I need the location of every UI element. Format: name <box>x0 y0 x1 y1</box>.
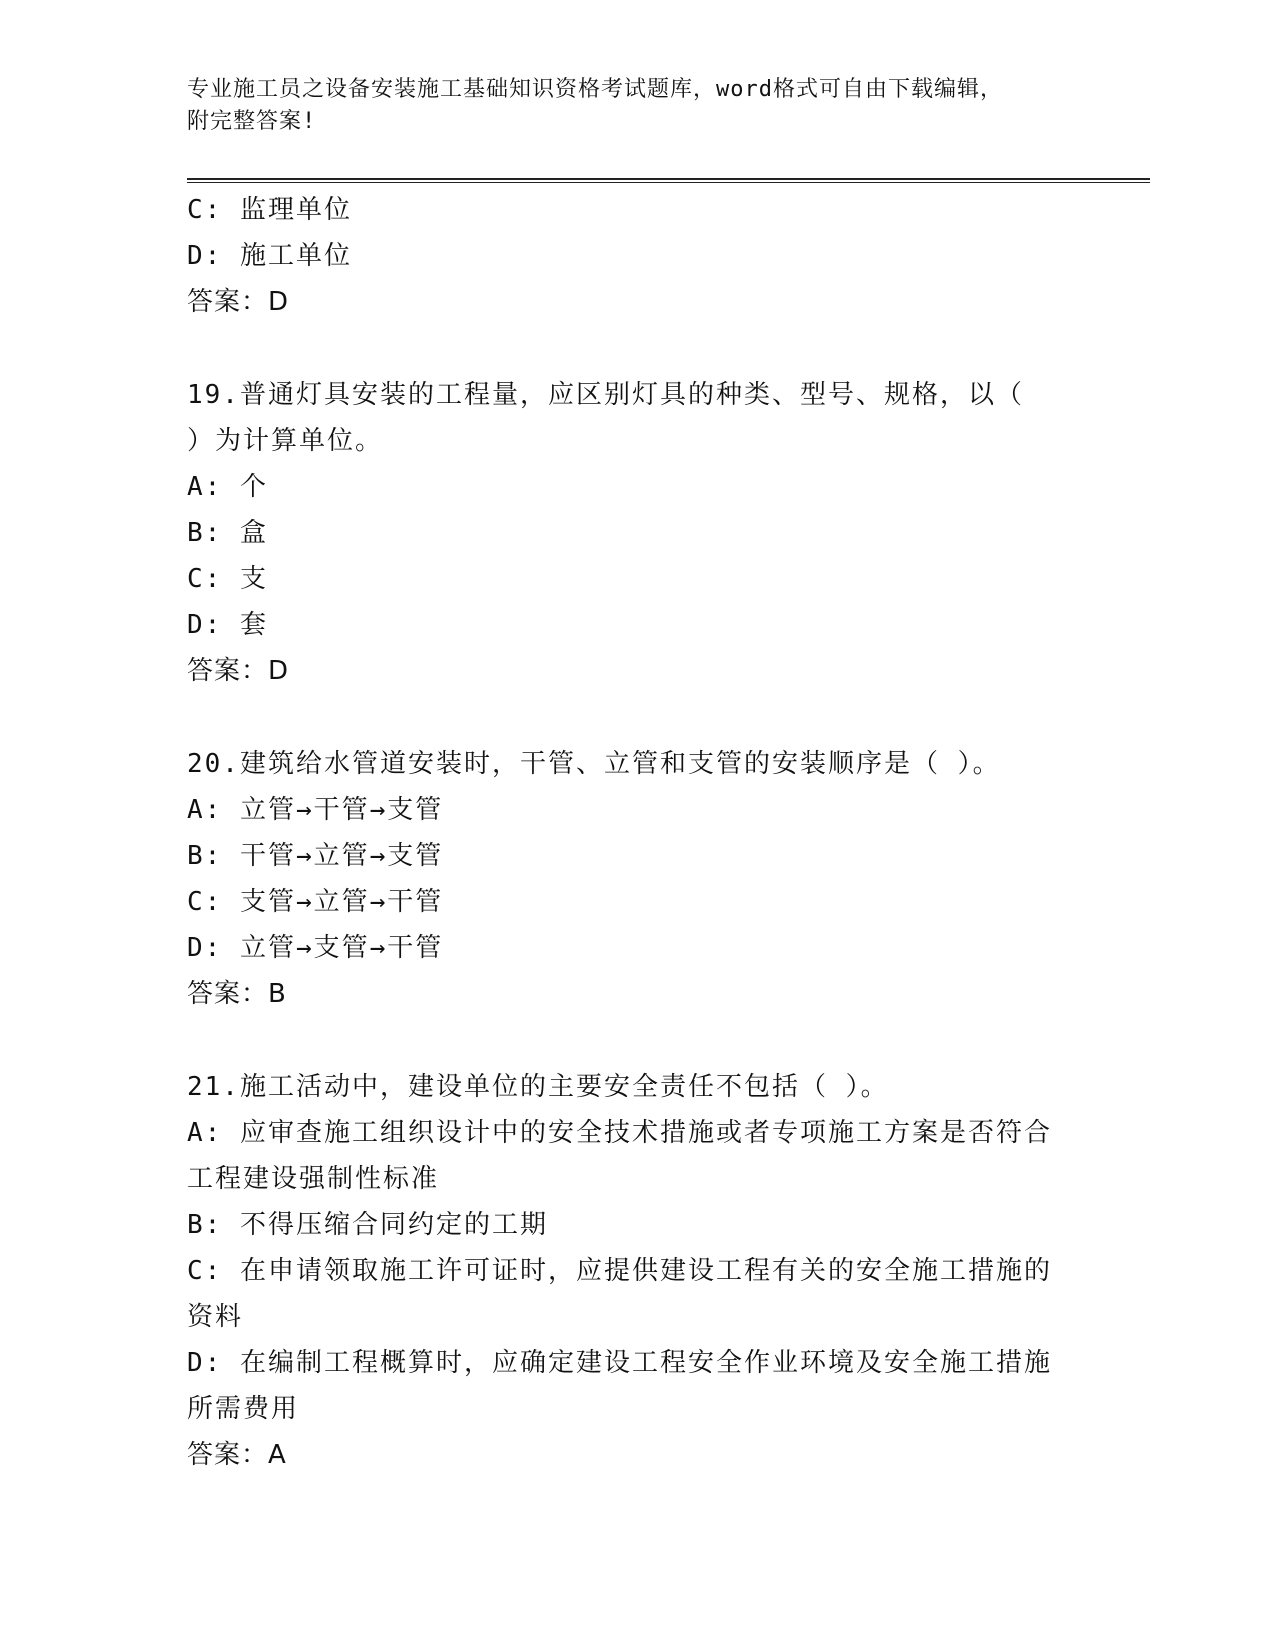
header-divider <box>187 178 1150 183</box>
header-title-line-2: 附完整答案! <box>187 109 317 134</box>
spacer <box>187 694 1087 741</box>
question-stem-line-2: ）为计算单位。 <box>187 426 384 456</box>
spacer <box>187 325 1087 372</box>
option-d: D: 立管→支管→干管 <box>187 933 444 963</box>
question-stem-line-1: 19.普通灯具安装的工程量，应区别灯具的种类、型号、规格，以（ <box>187 380 1024 410</box>
question-20 <box>187 741 1087 1017</box>
option-a: A: 立管→干管→支管 <box>187 795 444 825</box>
spacer <box>187 1017 1087 1064</box>
header-title-line-1: 专业施工员之设备安装施工基础知识资格考试题库，word格式可自由下载编辑， <box>187 77 1003 102</box>
question-stem: 21.施工活动中，建设单位的主要安全责任不包括（ ）。 <box>187 1072 889 1102</box>
document-header <box>187 74 1067 138</box>
answer: 答案：D <box>187 287 290 317</box>
option-b: B: 干管→立管→支管 <box>187 841 444 871</box>
option-a: A: 应审查施工组织设计中的安全技术措施或者专项施工方案是否符合工程建设强制性标准 <box>187 1118 1052 1194</box>
option-c: C: 支管→立管→干管 <box>187 887 444 917</box>
question-18-continued <box>187 187 1087 325</box>
option-c: C: 监理单位 <box>187 195 352 225</box>
answer: 答案：B <box>187 979 287 1009</box>
answer: 答案：A <box>187 1440 287 1470</box>
option-b: B: 盒 <box>187 518 268 548</box>
question-21 <box>187 1064 1087 1478</box>
option-d: D: 套 <box>187 610 268 640</box>
option-d: D: 施工单位 <box>187 241 352 271</box>
answer: 答案：D <box>187 656 290 686</box>
option-b: B: 不得压缩合同约定的工期 <box>187 1210 548 1240</box>
question-content <box>187 187 1087 1478</box>
option-c: C: 在申请领取施工许可证时，应提供建设工程有关的安全施工措施的资料 <box>187 1256 1052 1332</box>
question-stem: 20.建筑给水管道安装时，干管、立管和支管的安装顺序是（ ）。 <box>187 749 1001 779</box>
question-19 <box>187 372 1087 694</box>
option-c: C: 支 <box>187 564 268 594</box>
option-a: A: 个 <box>187 472 268 502</box>
option-d: D: 在编制工程概算时，应确定建设工程安全作业环境及安全施工措施所需费用 <box>187 1348 1052 1424</box>
